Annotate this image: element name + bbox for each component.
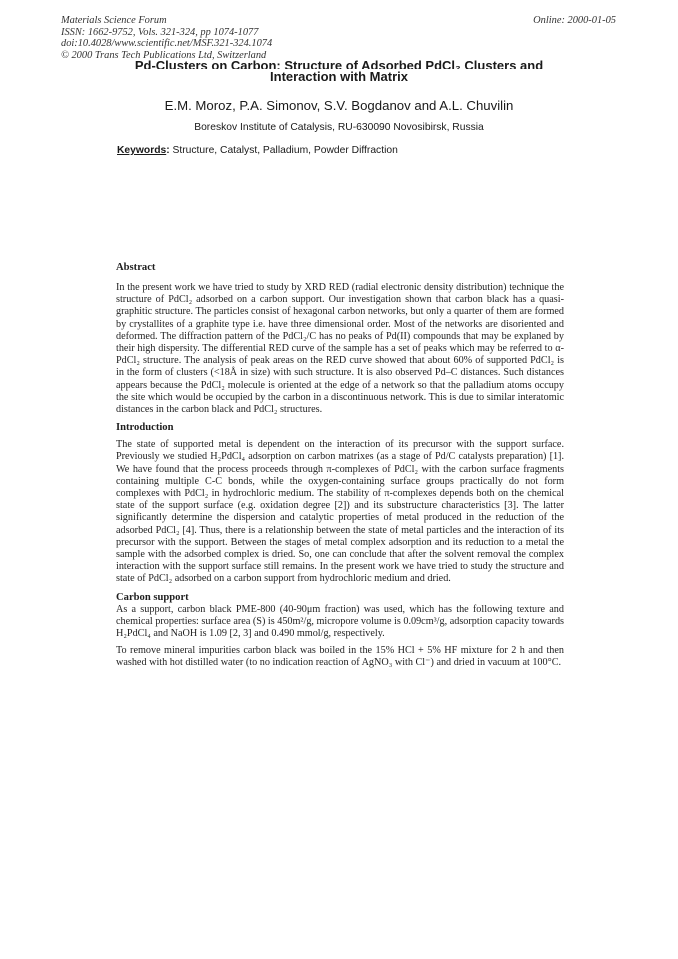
authors: E.M. Moroz, P.A. Simonov, S.V. Bogdanov and A.L. Chuvilin: [164, 98, 514, 113]
issn-line: ISSN: 1662-9752, Vols. 321-324, pp 1074-1077: [61, 26, 259, 38]
title-line-2: Interaction with Matrix: [270, 69, 408, 84]
keywords-text: Structure, Catalyst, Palladium, Powder Diffraction: [169, 145, 398, 156]
introduction-heading: Introduction: [116, 422, 174, 434]
paper-title: [0, 59, 678, 85]
keywords: [117, 145, 398, 156]
carbon-support-heading: Carbon support: [116, 591, 189, 603]
abstract-heading: Abstract: [116, 262, 156, 273]
paper-body: [116, 262, 564, 670]
keywords-label: Keywords: [117, 145, 167, 156]
carbon-support-paragraph-2: To remove mineral impurities carbon black was boiled in the 15% HCl + 5% HF mixture for 2 h and then washed with hot distilled water (to no indication reaction of AgNO₃ with Cl⁻) and dried in vacuum at 100°C.: [116, 645, 564, 669]
keywords-sep: :: [166, 145, 170, 156]
carbon-support-paragraph-1: As a support, carbon black PME-800 (40-90μm fraction) was used, which has the following texture and chemical properties: surface area (S) is 450m²/g, micropore volume is 0.09cm³/g, adsorption capacity towards H₂PdCl₄ and NaOH is 1.09 [2, 3] and 0.490 mmol/g, respectively.: [116, 603, 564, 640]
doi-line: doi:10.4028/www.scientific.net/MSF.321-324.1074: [61, 38, 273, 50]
online-date: Online: 2000-01-05: [533, 15, 616, 26]
abstract-text: In the present work we have tried to study by XRD RED (radial electronic density distribution) technique the structure of PdCl₂ adsorbed on a carbon support. Our investigation shown that carbon black has a quasi-graphitic structure. The particles consist of hexagonal carbon networks, but only a quarter of them are formed by crystallites of a graphite type i.e. have three dimensional order. Most of the networks are disoriented and deformed. The diffraction pattern of the PdCl₂/C has no peaks of Pd(II) compounds that may be explaned by their high dispersity. The differential RED curve of the sample has a set of peaks which may be referred to α-PdCl₂ structure. The analysis of peak areas on the RED curve showed that about 60% of supported PdCl₂ is in the form of clusters (<18Å in size) with such structure. It is also observed Pd–C distances. Such distances appears because the PdCl₂ molecule is oriented at the edge of a network so that the palladium atoms occupy the site which would be occupied by the carbon in a discontinuous network. This is due to similar interatomic distances in the carbon black and PdCl₂ structures.: [116, 282, 564, 416]
copyright-line: © 2000 Trans Tech Publications Ltd, Switzerland: [61, 49, 267, 61]
journal-header: [61, 15, 272, 61]
introduction-text: The state of supported metal is dependent on the interaction of its precursor with the support surface. Previously we studied H₂PdCl₄ adsorption on carbon matrixes (as a stage of Pd/C catalysts preparation) [1]. We have found that the process proceeds through π-complexes of PdCl₂ with the carbon surface fragments containing multiple C-C bonds, while the oxygen-containing surface groups practically do not form complexes with PdCl₂ in hydrochloric medium. The stability of π-complexes depends both on the chemical state of the support surface (e.g. oxidation degree [2]) and its substructure characteristics [3]. The latter significantly determine the dispersion and catalytic properties of metal produced in the reduction of the adsorbed PdCl₂ [4]. Thus, there is a relationship between the state of metal particles and the interaction of its precursor with the support. Between the stages of metal complex adsorption and its reduction to a metal the sample with the adsorbed complex is dried. So, one can conclude that after the solvent removal the complex interaction with the support surface still remains. In the present work we have tried to study the structure and state of PdCl₂ adsorbed on a carbon support from hydrochloric medium and dried.: [116, 439, 564, 585]
journal-name: Materials Science Forum: [61, 15, 167, 26]
affiliation: Boreskov Institute of Catalysis, RU-630090 Novosibirsk, Russia: [194, 122, 484, 133]
title-line-1: Pd-Clusters on Carbon: Structure of Adsorbed PdCl₂ Clusters and: [134, 59, 544, 69]
